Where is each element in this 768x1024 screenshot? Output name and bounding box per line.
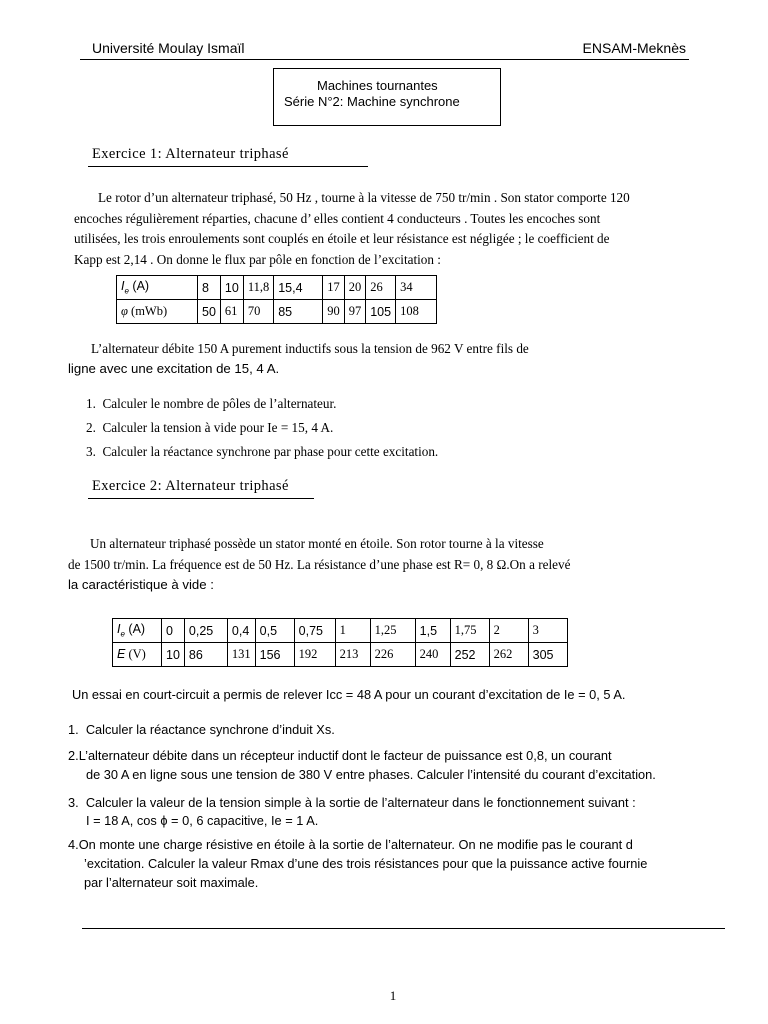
ex2-ie-cell: 0,4 [227,619,255,643]
ex2-para-line-2: de 1500 tr/min. La fréquence est de 50 Hz. La résistance d’une phase est R= 0, 8 Ω.On a relevé [68,556,571,572]
ex2-question-3-cont: I = 18 A, cos ϕ = 0, 6 capacitive, Ie = 1 A. [86,813,319,828]
ex2-question-4-cont-1: ’excitation. Calculer la valeur Rmax d’une des trois résistances pour que la puissance active fournie [84,856,648,871]
ex1-ie-cell: 20 [344,276,366,300]
title-box [273,68,501,126]
ex1-table-label-ie: $I_e$ (A) [117,276,198,300]
ex2-table-row-ie [113,619,568,643]
ex2-e-cell: 213 [335,643,370,667]
ex1-phi-cell: 70 [243,300,273,324]
ex1-ie-cell: 8 [198,276,221,300]
ex1-phi-cell: 85 [274,300,323,324]
exercise-2-paragraph [68,534,717,596]
exercise-2-underline [88,498,314,499]
ex2-e-cell: 156 [255,643,294,667]
ex2-ie-cell: 1 [335,619,370,643]
ex1-question-3: 3. Calculer la réactance synchrone par phase pour cette excitation. [86,444,439,459]
header-university: Université Moulay Ismaïl [92,40,245,56]
footer-divider [82,928,725,929]
ex1-para-line-3: utilisées, les trois enroulements sont couplés en étoile et leur résistance est négligée ; le coefficient de [74,231,610,246]
ex2-question-2: 2.L’alternateur débite dans un récepteur inductif dont le facteur de puissance est 0,8, un courant [68,748,612,763]
ex1-phi-cell: 61 [220,300,243,324]
ex1-phi-cell: 97 [344,300,366,324]
ex1-phi-cell: 105 [366,300,396,324]
ex2-e-cell: 226 [370,643,415,667]
ex2-ie-cell: 0,25 [184,619,227,643]
title-line-2: Série N°2: Machine synchrone [284,94,460,109]
ex2-question-4-cont-2: par l’alternateur soit maximale. [84,875,259,890]
exercise-1-table [116,275,437,324]
ex2-ie-cell: 3 [528,619,567,643]
ex2-table-label-ie: $I_e$ (A) [113,619,162,643]
ex2-ie-cell: 1,5 [415,619,450,643]
ex1-table-row-ie [117,276,437,300]
ex2-question-3: 3. Calculer la valeur de la tension simple à la sortie de l’alternateur dans le fonctionnement suivant : [68,795,636,810]
exercise-1-paragraph [74,188,714,270]
ex2-e-cell: 86 [184,643,227,667]
ex2-e-cell: 131 [227,643,255,667]
ex2-question-4: 4.On monte une charge résistive en étoile à la sortie de l’alternateur. On ne modifie pas le courant d [68,837,633,852]
ex2-e-cell: 252 [450,643,489,667]
ex2-table-label-e: E (V) [113,643,162,667]
ex2-e-cell: 192 [294,643,335,667]
ex2-ie-cell: 1,25 [370,619,415,643]
ex1-question-2: 2. Calculer la tension à vide pour Ie = 15, 4 A. [86,420,334,435]
exercise-1-title: Exercice 1: Alternateur triphasé [92,146,289,162]
ex1-phi-cell: 108 [396,300,437,324]
ex2-ie-cell: 0,75 [294,619,335,643]
ex2-intro: Un essai en court-circuit a permis de relever Icc = 48 A pour un courant d’excitation de Ie = 0, 5 A. [72,687,626,702]
ex2-table-row-e [113,643,568,667]
ex1-ie-cell: 11,8 [243,276,273,300]
ex2-question-1: 1. Calculer la réactance synchrone d’induit Xs. [68,722,335,737]
ex2-e-cell: 262 [489,643,528,667]
ex1-para-line-1: Le rotor d’un alternateur triphasé, 50 Hz , tourne à la vitesse de 750 tr/min . Son stator comporte 120 [98,190,630,205]
ex1-phi-cell: 90 [323,300,345,324]
ex2-ie-cell: 0,5 [255,619,294,643]
exercise-1-underline [88,166,368,167]
ex2-ie-cell: 1,75 [450,619,489,643]
ex2-e-cell: 305 [528,643,567,667]
ex2-question-2-cont: de 30 A en ligne sous une tension de 380 V entre phases. Calculer l’intensité du courant d’excitation. [86,767,656,782]
ex2-e-cell: 10 [162,643,185,667]
page-number: 1 [389,988,397,1003]
ex2-ie-cell: 0 [162,619,185,643]
ex1-phi-cell: 50 [198,300,221,324]
ex1-ie-cell: 15,4 [274,276,323,300]
ex2-ie-cell: 2 [489,619,528,643]
ex1-para-line-4: Kapp est 2,14 . On donne le flux par pôle en fonction de l’excitation : [74,251,441,267]
exercise-2-table [112,618,568,667]
ex2-e-cell: 240 [415,643,450,667]
ex1-ie-cell: 34 [396,276,437,300]
header-school: ENSAM-Meknès [582,40,686,56]
ex1-question-1: 1. Calculer le nombre de pôles de l’alternateur. [86,396,337,411]
ex1-para-line-2: encoches régulièrement réparties, chacune d’ elles contient 4 conducteurs . Toutes les encoches sont [74,210,601,226]
ex1-text-after-2: ligne avec une excitation de 15, 4 A. [68,361,280,376]
ex1-table-row-phi [117,300,437,324]
ex1-ie-cell: 10 [220,276,243,300]
header-divider [80,59,689,60]
ex1-ie-cell: 17 [323,276,345,300]
ex1-text-after-1: L’alternateur débite 150 A purement inductifs sous la tension de 962 V entre fils de [91,341,529,356]
exercise-2-title: Exercice 2: Alternateur triphasé [92,478,289,494]
ex1-table-label-phi: φ (mWb) [117,300,198,324]
ex2-para-line-1: Un alternateur triphasé possède un stator monté en étoile. Son rotor tourne à la vitesse [90,536,544,551]
title-line-1: Machines tournantes [317,78,438,93]
ex1-ie-cell: 26 [366,276,396,300]
ex2-para-line-3: la caractéristique à vide : [68,577,214,592]
